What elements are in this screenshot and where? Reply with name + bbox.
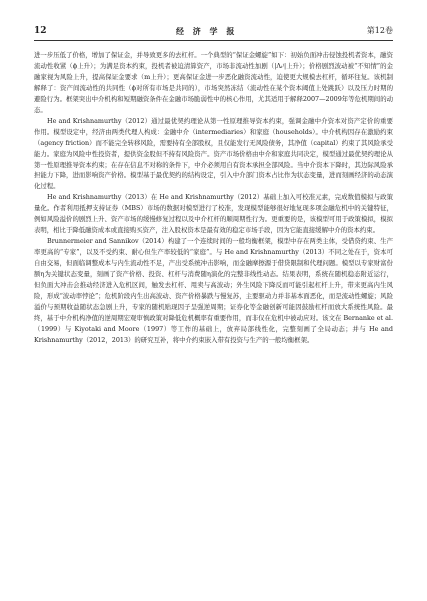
page-number: 12 xyxy=(34,26,47,36)
paragraph-he-krishnamurthy-2012: He and Krishnamurthy（2012）通过最优契约理论从第一性原理推导资本约束，强调金融中介资本对资产定价的重要作用。模型设定中，经济由两类代理人构成：金融中介（intermediaries）和家庭（households）。中介机构因存在激励约束（agency friction）而不能完全转移风险，需要持有全部股权，且仅能发行无风险债务，其净值（capital）约束了其风险承受能力。家庭为风险中性投资者，提供资金股但不持有风险资产。资产市场价格由中介和家庭共同决定，模型通过最优契约理论从第一性原理推导资本约束；在存在信息不对称的条件下，中介必须用自有资本承担全部风险。当中介资本下降时，其边际风险承担能力下降，进而影响资产价格。模型基于最优契约的结构设定，引入中介部门资本占比作为状态变量，进而刻画经济的动态演化过程。 xyxy=(34,116,393,191)
paragraph-margin-spiral: 进一步压低了价格，增加了保证金，并导致更多的去杠杆。一个典型的“保证金螺旋”如下：初始负面冲击侵蚀投机者资本，融资流动性收紧（ϕ上升）；为满足资本约束，投机者被迫清算资产，市场非流动性加剧（|Λᵢʲ|上升）；价格剧烈波动被“不知情”的金融家视为风险上升，提高保证金要求（m上升）；更高保证金进一步恶化融资流动性，迫使更大规模去杠杆，循环往复。该机制解释了：资产间流动性的共同性（ϕ对所有市场是共同的），市场突然冻结（流动性在某个资本阈值上处跳跃）以及压力时期的避险行为。框架突出中介机构和短期融资条件在金融市场脆弱性中的核心作用，尤其适用于解释2007—2009年等危机期间的动态。 xyxy=(34,51,393,114)
paragraph-he-krishnamurthy-2013: He and Krishnamurthy（2013）在 He and Krishnamurthy（2012）基础上加入可校准元素，完成数值模拟与政策量化。作者利用抵押支持证券（MBS）市场的数据对模型进行了校准，发现模型能够很好地复现多项金融危机中的关键特征，例如风险溢价的剧烈上升、资产市场的缓慢修复过程以及中介杠杆的顺周期性行为。更重要的是，该模型可用于政策模拟，模拟表明，相比于降低融资成本或直接购买资产，注入股权资本是最有效的稳定市场手段，因为它能直接缓解中介的资本约束。 xyxy=(34,193,393,235)
article-body xyxy=(34,50,393,346)
issue-label: 第12卷 xyxy=(366,26,393,35)
journal-name: 经 济 学 报 xyxy=(175,26,238,36)
paragraph-brunnermeier-sannikov-2014: Brunnermeier and Sannikov（2014）构建了一个连续时间的一般均衡框架，模型中存在两类主体，受借贷约束、生产率更高的“专家”，以及不受约束、耐心但生产率较低的“家庭”。与 He and Krishnamurthy（2013）不同之处在于，资本可自由交易，但面临调整成本与内生流动性不足，产出受系统冲击影响，而金融摩擦源于借贷限制和代理问题。模型以专家财富份额η为关键状态变量，刻画了资产价格、投资、杠杆与消费随η演化的完整非线性动态。结果表明，系统在随机稳态附近运行，但负面大冲击会推动经济进入危机区间，触发去杠杆、甩卖与高波动；外生风险下降反而可能引起杠杆上升，带来更高内生风险，形成“波动率悖论”；危机阶段内生出高波动、资产价格暴跌与慢复苏，主要驱动力并非基本面恶化，而是流动性螺旋；风险溢价与预期收益随状态急剧上升，专家的随机贴现因子呈强逆周期；证券化等金融创新可能因鼓励杠杆而放大系统性风险。最终，基于中介机构净值的逆周期宏观审慎政策对降低危机概率有重要作用，而非仅在危机中被动应对。该文在 Bernanke et al.（1999）与 Kiyotaki and Moore（1997）等工作的基础上，放弃局部线性化，完整刻画了全局动态；并与 He and Krishnamurthy（2012，2013）的研究互补，将中介约束嵌入带有投资与生产的一般均衡框架。 xyxy=(34,237,393,344)
running-header xyxy=(34,26,393,41)
